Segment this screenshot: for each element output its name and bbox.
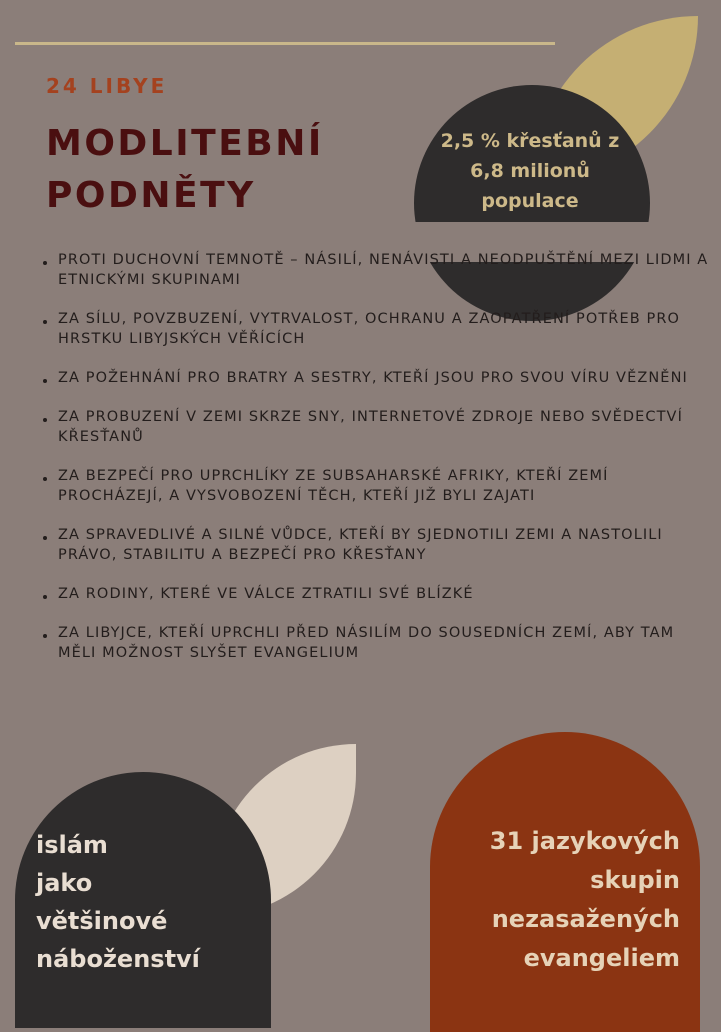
stat-religion <box>36 826 200 978</box>
top-divider-line <box>15 42 555 45</box>
stat-language-line: 31 jazykových <box>489 827 680 855</box>
prayer-item: ZA POŽEHNÁNÍ PRO BRATRY A SESTRY, KTEŘÍ JSOU PRO SVOU VÍRU VĚZNĚNI <box>40 368 710 388</box>
stat-christians-line: 2,5 % křesťanů z <box>440 130 620 152</box>
stat-christians <box>430 126 630 216</box>
prayer-list <box>40 250 710 682</box>
prayer-item: ZA RODINY, KTERÉ VE VÁLCE ZTRATILI SVÉ BLÍZKÉ <box>40 584 710 604</box>
prayer-item: PROTI DUCHOVNÍ TEMNOTĚ – NÁSILÍ, NENÁVISTI A NEODPUŠTĚNÍ MEZI LIDMI A ETNICKÝMI SKUPINAMI <box>40 250 710 290</box>
stat-language-line: evangeliem <box>523 944 680 972</box>
prayer-item: ZA SÍLU, POVZBUZENÍ, VYTRVALOST, OCHRANU A ZAOPATŘENÍ POTŘEB PRO HRSTKU LIBYJSKÝCH VĚŘÍCÍCH <box>40 309 710 349</box>
stat-christians-line: populace <box>481 190 579 212</box>
prayer-item: ZA LIBYJCE, KTEŘÍ UPRCHLI PŘED NÁSILÍM DO SOUSEDNÍCH ZEMÍ, ABY TAM MĚLI MOŽNOST SLYŠET EVANGELIUM <box>40 623 710 663</box>
stat-religion-line: většinové <box>36 907 168 935</box>
stat-language-groups <box>440 822 680 978</box>
stat-christians-line: 6,8 milionů <box>470 160 590 182</box>
stat-language-line: nezasažených <box>491 905 680 933</box>
stat-religion-line: jako <box>36 869 93 897</box>
page-title <box>46 118 324 222</box>
prayer-item: ZA PROBUZENÍ V ZEMI SKRZE SNY, INTERNETOVÉ ZDROJE NEBO SVĚDECTVÍ KŘESŤANŮ <box>40 407 710 447</box>
prayer-item: ZA BEZPEČÍ PRO UPRCHLÍKY ZE SUBSAHARSKÉ AFRIKY, KTEŘÍ ZEMÍ PROCHÁZEJÍ, A VYSVOBOZENÍ TĚCH, KTEŘÍ JIŽ BYLI ZAJATI <box>40 466 710 506</box>
prayer-item: ZA SPRAVEDLIVÉ A SILNÉ VŮDCE, KTEŘÍ BY SJEDNOTILI ZEMI A NASTOLILI PRÁVO, STABILITU A BEZPEČÍ PRO KŘESŤANY <box>40 525 710 565</box>
stat-religion-line: náboženství <box>36 945 200 973</box>
country-label: 24 LIBYE <box>46 74 168 98</box>
stat-language-line: skupin <box>590 866 680 894</box>
stat-religion-line: islám <box>36 831 108 859</box>
page-title-line: PODNĚTY <box>46 175 256 216</box>
page-title-line: MODLITEBNÍ <box>46 123 324 164</box>
